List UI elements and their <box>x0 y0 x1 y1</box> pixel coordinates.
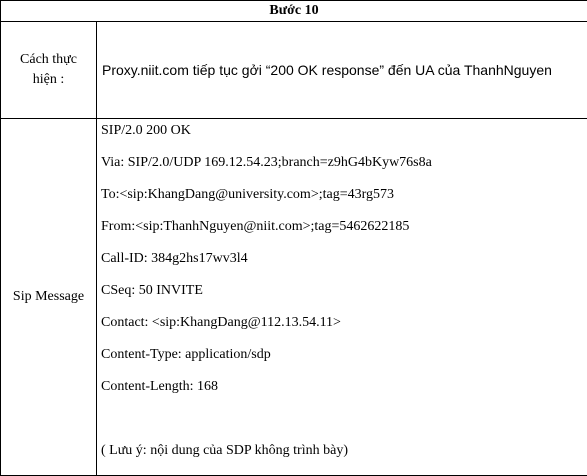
sip-line-call-id: Call-ID: 384g2hs17wv3l4 <box>101 251 587 267</box>
step-title: Bước 10 <box>1 1 587 22</box>
sip-line-content-length: Content-Length: 168 <box>101 379 587 395</box>
sip-line-cseq: CSeq: 50 INVITE <box>101 283 587 299</box>
action-description: Proxy.niit.com tiếp tục gởi “200 OK response” đến UA của ThanhNguyen <box>97 22 587 119</box>
sip-blank-line <box>101 411 587 427</box>
sip-line-content-type: Content-Type: application/sdp <box>101 347 587 363</box>
sip-message-content <box>97 119 587 476</box>
sip-message-label: Sip Message <box>13 289 84 304</box>
action-label: Cách thực hiện : <box>13 50 85 90</box>
sip-label-cell <box>1 119 97 476</box>
sdp-note: ( Lưu ý: nội dung của SDP không trình bày) <box>101 443 587 459</box>
action-row <box>1 22 587 119</box>
sip-line-via: Via: SIP/2.0/UDP 169.12.54.23;branch=z9hG4bKyw76s8a <box>101 155 587 171</box>
action-label-cell <box>1 22 97 119</box>
sip-line-from: From:<sip:ThanhNguyen@niit.com>;tag=5462622185 <box>101 219 587 235</box>
sip-line-status: SIP/2.0 200 OK <box>101 123 587 139</box>
header-row <box>1 1 587 22</box>
sip-line-contact: Contact: <sip:KhangDang@112.13.54.11> <box>101 315 587 331</box>
sip-message-row <box>1 119 587 476</box>
sip-line-to: To:<sip:KhangDang@university.com>;tag=43rg573 <box>101 187 587 203</box>
